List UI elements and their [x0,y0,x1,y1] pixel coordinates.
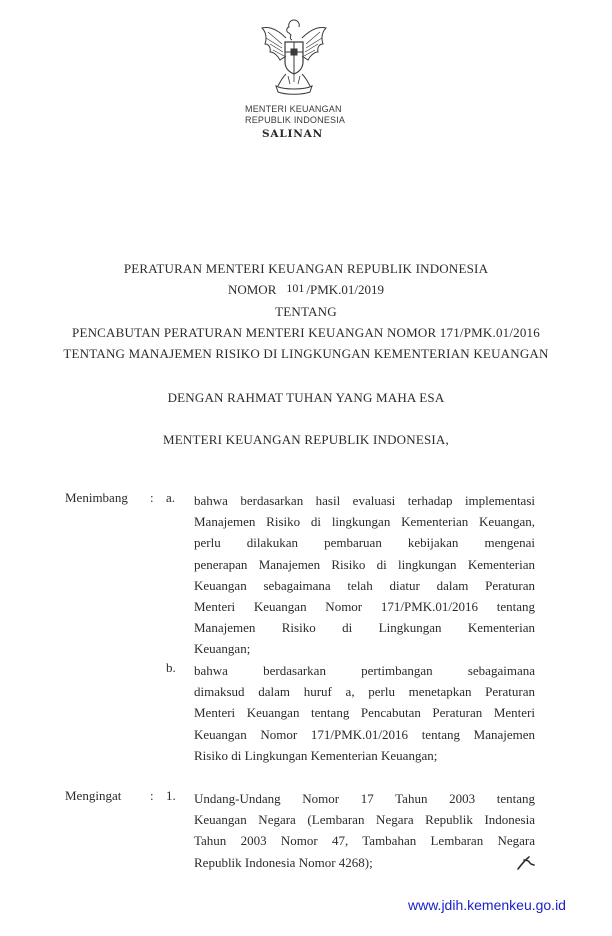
mengingat-colon: : [150,788,154,803]
menimbang-item-a-marker: a. [166,490,176,505]
mengingat-1-line: Keuangan Negara (Lembaran Negara Republik Indonesia [194,812,535,828]
nomor-suffix: /PMK.01/2019 [306,282,385,297]
invocation: DENGAN RAHMAT TUHAN YANG MAHA ESA [167,390,445,405]
menimbang-a-line: Manajemen Risiko di lingkungan Kementerian Keuangan, [194,514,535,530]
paraf-mark-icon [515,854,537,872]
menimbang-a-line: Menteri Keuangan Nomor 171/PMK.01/2016 tentang [194,598,535,614]
menimbang-b-line: Menteri Keuangan tentang Pencabutan Peraturan Menteri [194,705,535,721]
menimbang-a-line: Keuangan sebagaimana telah diatur dalam Peraturan [194,577,535,593]
subject-line-2: TENTANG MANAJEMEN RISIKO DI LINGKUNGAN KEMENTERIAN KEUANGAN [63,346,549,361]
menimbang-a-line: Manajemen Risiko di Lingkungan Kementerian [194,620,535,636]
menimbang-b-line: Keuangan Nomor 171/PMK.01/2016 tentang Manajemen [194,726,535,742]
menimbang-label: Menimbang [65,490,128,505]
menimbang-a-line: perlu dilakukan pembaruan kebijakan mengenai [194,535,535,551]
menimbang-item-b [194,660,535,766]
menimbang-item-b-marker: b. [166,660,176,675]
jdih-website-link[interactable]: www.jdih.kemenkeu.go.id [408,897,566,913]
letterhead-line-2: REPUBLIK INDONESIA [245,115,346,125]
regulation-title: PERATURAN MENTERI KEUANGAN REPUBLIK INDONESIA [123,261,489,276]
nomor-number: 101 [286,281,305,295]
menimbang-a-line: penerapan Manajemen Risiko di lingkungan Kementerian [194,556,535,572]
mengingat-1-line: Tahun 2003 Nomor 47, Tambahan Lembaran Negara [194,833,535,849]
menimbang-colon: : [150,490,154,505]
menimbang-item-a [194,490,535,660]
salinan-stamp: SALINAN [262,128,323,140]
mengingat-item-1 [194,788,535,873]
authority: MENTERI KEUANGAN REPUBLIK INDONESIA, [163,432,449,447]
mengingat-label: Mengingat [65,788,122,803]
mengingat-1-line: Undang-Undang Nomor 17 Tahun 2003 tentang [194,791,535,806]
subject-line-1: PENCABUTAN PERATURAN MENTERI KEUANGAN NOMOR 171/PMK.01/2016 [72,325,540,340]
menimbang-a-line: Keuangan; [194,641,251,657]
menimbang-a-line: bahwa berdasarkan hasil evaluasi terhadap implementasi [194,493,535,508]
letterhead-line-1: MENTERI KEUANGAN [245,104,342,114]
letterhead [245,104,355,126]
nomor-label: NOMOR [227,282,277,297]
mengingat-item-1-marker: 1. [166,788,176,803]
tentang-heading: TENTANG [275,304,337,319]
menimbang-b-line: bahwa berdasarkan pertimbangan sebagaimana [194,663,535,678]
garuda-emblem-icon [256,16,332,98]
menimbang-b-line: dimaksud dalam huruf a, perlu menetapkan Peraturan [194,684,535,700]
mengingat-1-line: Republik Indonesia Nomor 4268); [194,854,373,870]
menimbang-b-line: Risiko di Lingkungan Kementerian Keuangan; [194,747,438,763]
regulation-number-line [0,282,612,298]
